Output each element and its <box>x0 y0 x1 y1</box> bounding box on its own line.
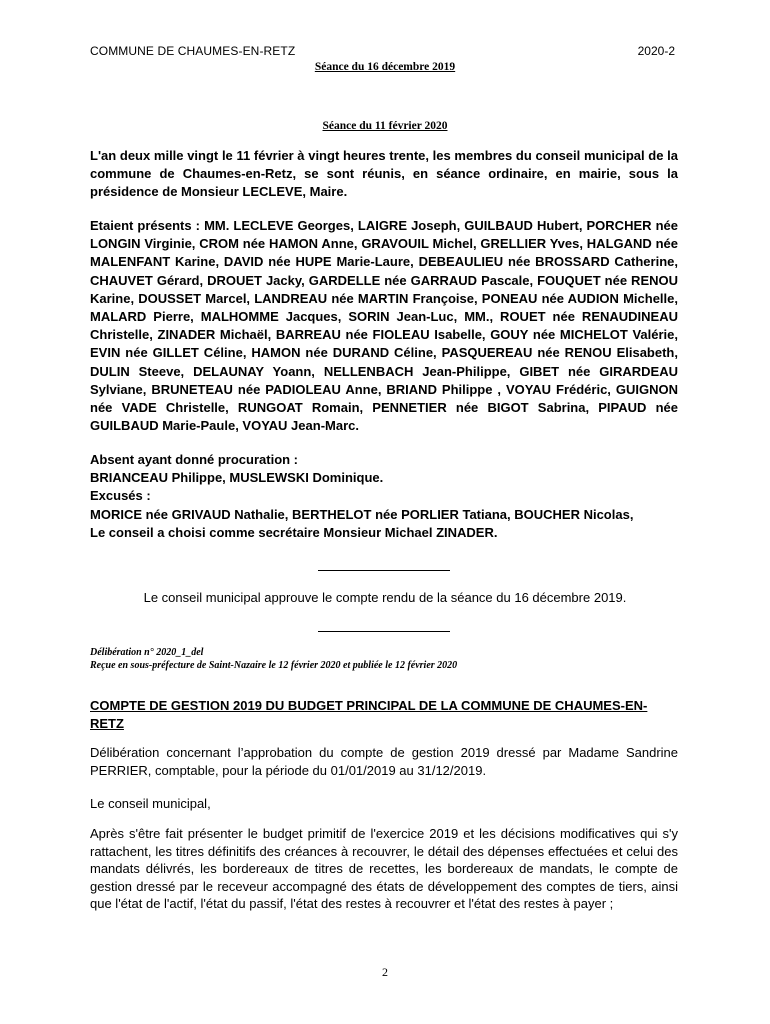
excuses-names: MORICE née GRIVAUD Nathalie, BERTHELOT née PORLIER Tatiana, BOUCHER Nicolas, <box>90 506 634 522</box>
paragraph-deliberation: Délibération concernant l’approbation du compte de gestion 2019 dressé par Madame Sandrine PERRIER, comptable, pour la période du 01/01/2019 au 31/12/2019. <box>90 745 678 778</box>
paragraph-conseil: Le conseil municipal, <box>90 796 211 811</box>
intro-paragraph: L'an deux mille vingt le 11 février à vingt heures trente, les membres du conseil municipal de la commune de Chaumes-en-Retz, se sont réunis, en séance ordinaire, en mairie, sous la présidence de Monsieur LECLEVE, Maire. <box>90 148 678 200</box>
header-commune: COMMUNE DE CHAUMES-EN-RETZ <box>90 44 296 58</box>
separator-line <box>318 570 450 571</box>
procuration-names: BRIANCEAU Philippe, MUSLEWSKI Dominique. <box>90 470 384 486</box>
section-title: COMPTE DE GESTION 2019 DU BUDGET PRINCIPAL DE LA COMMUNE DE CHAUMES-EN-RETZ <box>90 698 648 731</box>
attendees-paragraph: Etaient présents : MM. LECLEVE Georges, LAIGRE Joseph, GUILBAUD Hubert, PORCHER née LONGIN Virginie, CROM née HAMON Anne, GRAVOUIL Michel, GRELLIER Yves, HALGAND née MALENFANT Karine, DAVID née HUPE Marie-Laure, DEBEAULIEU née BROSSARD Catherine, CHAUVET Gérard, DROUET Jacky, GARDELLE née GARRAUD Pascale, FOUQUET née RENOU Karine, DOUSSET Marcel, LANDREAU née MARTIN Françoise, PONEAU née AUDION Michelle, MALARD Pierre, MALHOMME Jacques, SORIN Jean-Luc, MM., ROUET née RENAUDINEAU Christelle, ZINADER Michaël, BARREAU née FIOLEAU Isabelle, GOUY née MICHELOT Valérie, EVIN née GILLET Céline, HAMON née DURAND Céline, PASQUEREAU née RENOU Elisabeth, DULIN Steeve, DELAUNAY Yoann, NELLENBACH Jean-Philippe, GIBET née GIRARDEAU Sylviane, BRUNETEAU née PADIOLEAU Anne, BRIAND Philippe , VOYAU Frédéric, GUIGNON née VADE Christelle, RUNGOAT Romain, PENNETIER née BIGOT Sabrina, PIPAUD née GUILBAUD Marie-Paule, VOYAU Jean-Marc. <box>90 218 678 434</box>
secretary-line: Le conseil a choisi comme secrétaire Monsieur Michael ZINADER. <box>90 524 498 540</box>
paragraph-budget: Après s'être fait présenter le budget primitif de l'exercice 2019 et les décisions modificatives qui s'y rattachent, les titres définitifs des créances à recouvrer, le détail des dépenses effectuées et celui des mandats délivrés, les bordereaux de titres de recettes, les bordereaux de mandats, le compte de gestion dressé par le receveur accompagné des états de développement des comptes de tiers, ainsi que l'état de l'actif, l'état du passif, l'état des restes à recouvrer et l'état des restes à payer ; <box>90 826 678 911</box>
procuration-label: Absent ayant donné procuration : <box>90 452 299 467</box>
seance-title: Séance du 11 février 2020 <box>322 120 448 132</box>
header-ref: 2020-2 <box>637 44 675 58</box>
page-number: 2 <box>382 965 388 979</box>
absentees-block <box>90 451 678 542</box>
separator-line <box>318 631 450 632</box>
header-previous-seance: Séance du 16 décembre 2019 <box>314 61 456 73</box>
approval-text: Le conseil municipal approuve le compte rendu de la séance du 16 décembre 2019. <box>143 590 627 605</box>
excuses-label: Excusés : <box>90 488 151 504</box>
deliberation-received: Reçue en sous-préfecture de Saint-Nazaire le 12 février 2020 et publiée le 12 février 2020 <box>90 660 458 671</box>
deliberation-number: Délibération n° 2020_1_del <box>90 647 204 658</box>
deliberation-info <box>90 646 457 672</box>
